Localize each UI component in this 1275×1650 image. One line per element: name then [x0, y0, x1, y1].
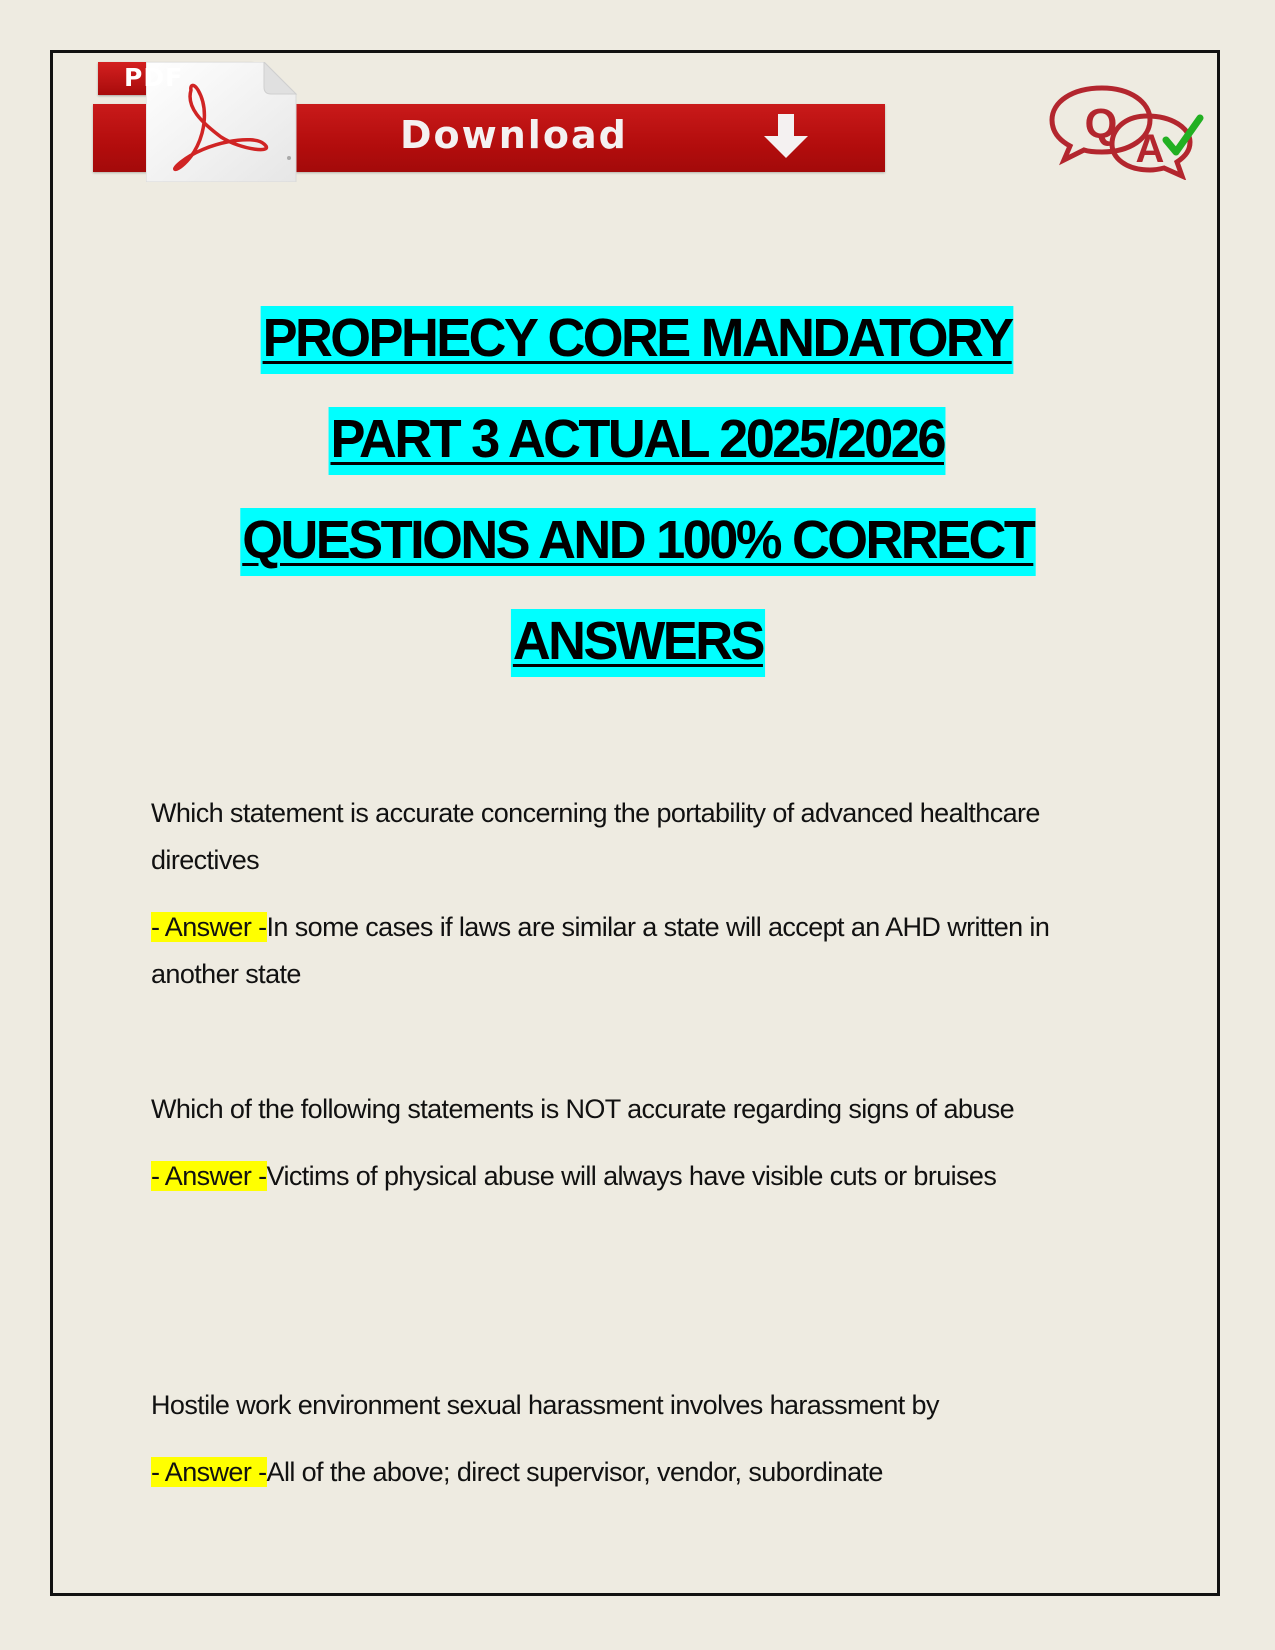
qa-speech-bubbles-icon [1042, 80, 1212, 180]
title-line-text: PART 3 ACTUAL 2025/2026 [329, 407, 946, 475]
document-title [60, 306, 1215, 710]
title-line [60, 407, 1215, 508]
question-text: Which of the following statements is NOT accurate regarding signs of abuse [151, 1094, 1015, 1124]
answer-text: Victims of physical abuse will always have visible cuts or bruises [266, 1161, 997, 1191]
title-line [60, 306, 1215, 407]
svg-text:Q: Q [1084, 100, 1118, 147]
answer-label: - Answer - [151, 912, 267, 942]
answer-text: In some cases if laws are similar a state will accept an AHD written in another state [151, 912, 1050, 989]
answer [151, 904, 1111, 998]
answer [151, 1153, 1111, 1200]
qa-item [151, 1382, 1111, 1496]
download-label[interactable]: Download [400, 113, 628, 157]
answer-label: - Answer - [151, 1161, 267, 1191]
answer [151, 1449, 1111, 1496]
question-text: Hostile work environment sexual harassment involves harassment by [151, 1390, 939, 1420]
pdf-tab-label: PDF [124, 63, 184, 92]
title-line [60, 609, 1215, 710]
answer-text: All of the above; direct supervisor, vendor, subordinate [266, 1457, 883, 1487]
title-line [60, 508, 1215, 609]
question-text: Which statement is accurate concerning the portability of advanced healthcare directives [151, 798, 1040, 875]
title-line-text: ANSWERS [511, 609, 765, 677]
qa-item [151, 1086, 1111, 1200]
qa-item [151, 790, 1111, 998]
download-arrow-icon[interactable] [760, 112, 812, 162]
svg-text:A: A [1135, 127, 1165, 171]
title-line-text: QUESTIONS AND 100% CORRECT [240, 508, 1035, 576]
title-line-text: PROPHECY CORE MANDATORY [261, 306, 1014, 374]
answer-label: - Answer - [151, 1457, 267, 1487]
